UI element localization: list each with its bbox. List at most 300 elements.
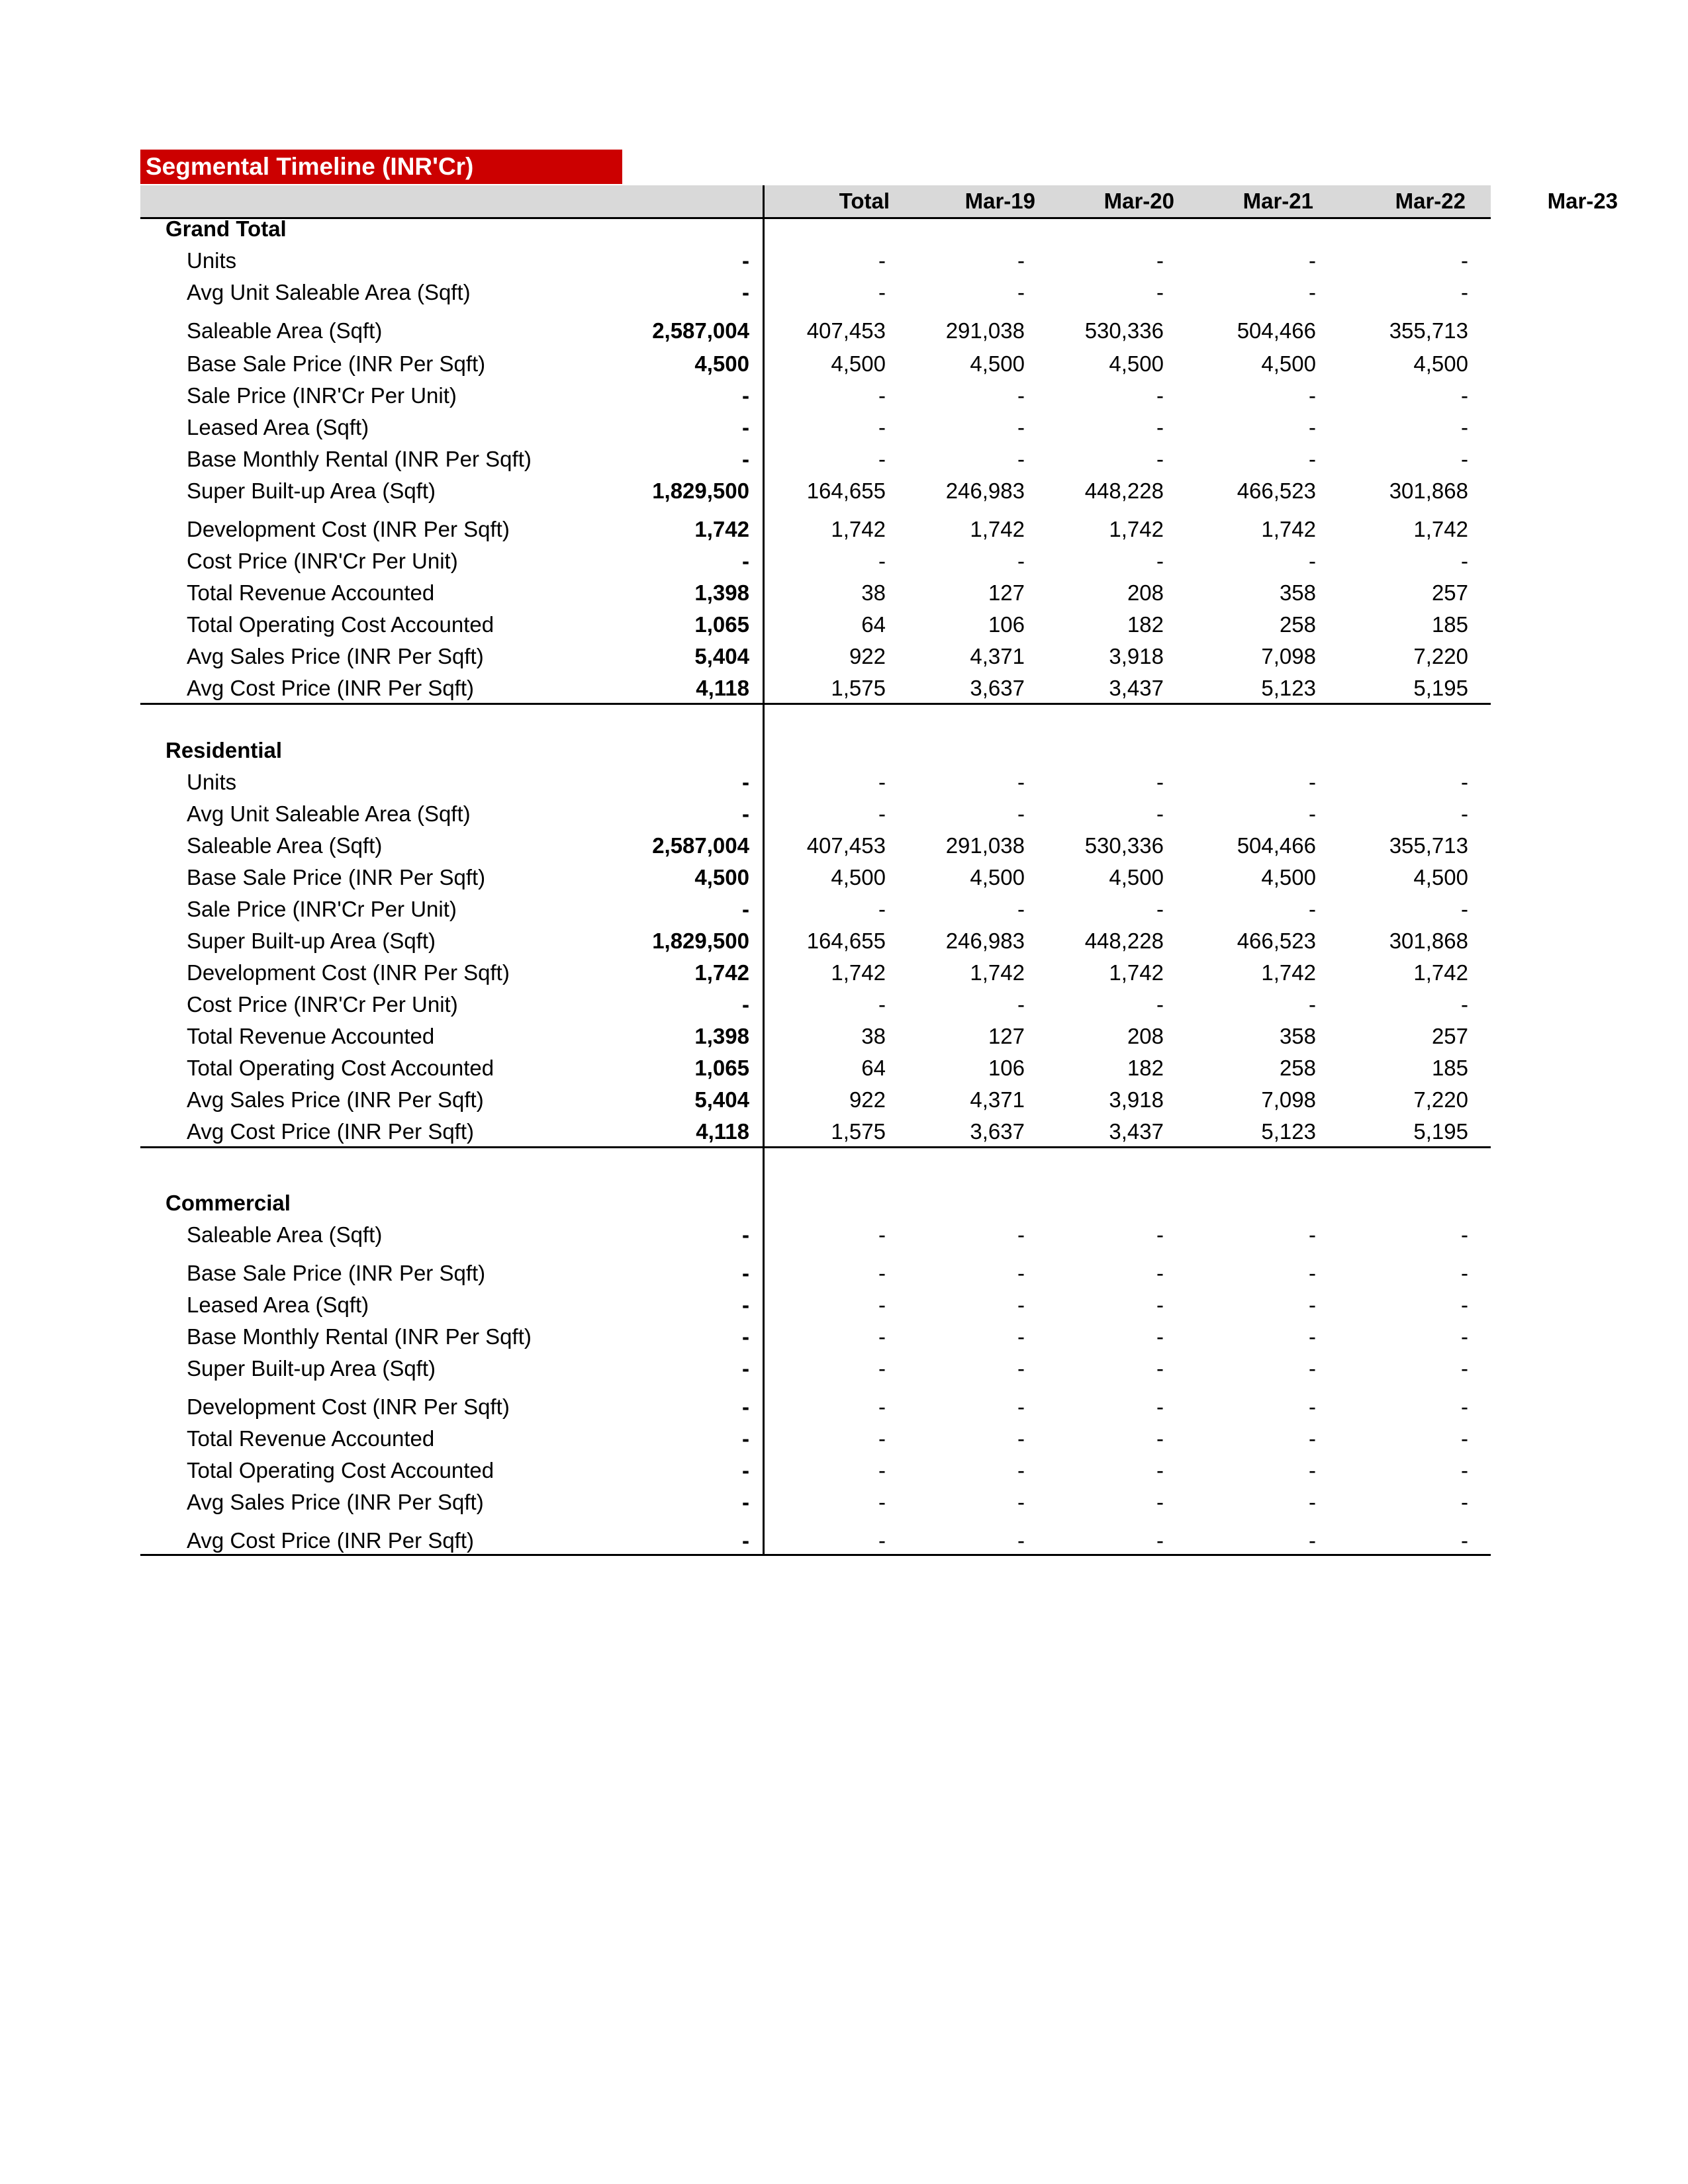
table-row — [140, 1525, 1491, 1557]
section-header — [140, 213, 1491, 245]
total-cell: 1,065 — [694, 612, 749, 637]
value-cell: 182 — [1127, 1056, 1164, 1080]
value-cell: - — [878, 549, 886, 573]
value-cell: 466,523 — [1237, 478, 1316, 503]
sheet-title: Segmental Timeline (INR'Cr) — [140, 150, 622, 184]
value-cell: 301,868 — [1389, 929, 1468, 953]
table-row — [140, 830, 1491, 862]
row-label: Cost Price (INR'Cr Per Unit) — [187, 992, 458, 1017]
value-cell: 4,500 — [1109, 865, 1164, 889]
value-cell: - — [1017, 1324, 1025, 1349]
value-cell: - — [1156, 1528, 1164, 1553]
total-cell: - — [742, 383, 749, 408]
value-cell: 358 — [1279, 580, 1316, 605]
value-cell: - — [1156, 1293, 1164, 1317]
value-cell: 407,453 — [806, 318, 886, 343]
total-cell: 4,118 — [696, 1119, 749, 1144]
value-cell: - — [1461, 1458, 1468, 1482]
total-cell: 1,742 — [694, 960, 749, 985]
value-cell: 3,637 — [970, 1119, 1025, 1144]
total-cell: - — [742, 1324, 749, 1349]
value-cell: 448,228 — [1084, 478, 1164, 503]
value-cell: 291,038 — [945, 833, 1025, 858]
col-header-mar-20: Mar-20 — [1103, 189, 1174, 213]
value-cell: - — [1309, 447, 1316, 471]
value-cell: 1,742 — [1109, 960, 1164, 985]
total-cell: 4,500 — [694, 865, 749, 889]
table-row — [140, 862, 1491, 893]
value-cell: - — [878, 1426, 886, 1451]
total-cell: 2,587,004 — [652, 318, 749, 343]
value-cell: - — [1309, 770, 1316, 794]
value-cell: - — [1156, 280, 1164, 304]
value-cell: 1,742 — [1261, 960, 1316, 985]
value-cell: - — [1461, 897, 1468, 921]
value-cell: 4,500 — [831, 351, 886, 376]
table-row — [140, 1052, 1491, 1084]
value-cell: - — [1156, 1490, 1164, 1514]
total-cell: - — [742, 770, 749, 794]
value-cell: - — [1017, 1293, 1025, 1317]
value-cell: - — [878, 992, 886, 1017]
value-cell: 407,453 — [806, 833, 886, 858]
table-row — [140, 577, 1491, 609]
value-cell: - — [878, 801, 886, 826]
value-cell: - — [1461, 1356, 1468, 1381]
value-cell: 182 — [1127, 612, 1164, 637]
table-row — [140, 348, 1491, 380]
value-cell: - — [878, 1261, 886, 1285]
row-label: Super Built-up Area (Sqft) — [187, 929, 436, 953]
value-cell: 4,500 — [1261, 865, 1316, 889]
total-column-divider — [763, 1148, 765, 1556]
row-label: Avg Sales Price (INR Per Sqft) — [187, 644, 484, 668]
value-cell: 3,437 — [1109, 1119, 1164, 1144]
total-cell: 2,587,004 — [652, 833, 749, 858]
value-cell: 64 — [861, 1056, 886, 1080]
value-cell: - — [878, 447, 886, 471]
value-cell: - — [1017, 1394, 1025, 1419]
value-cell: 1,742 — [831, 517, 886, 541]
row-label: Units — [187, 770, 237, 794]
value-cell: - — [1309, 280, 1316, 304]
section-header — [140, 735, 1491, 766]
value-cell: 185 — [1431, 612, 1468, 637]
value-cell: 127 — [988, 580, 1025, 605]
value-cell: 257 — [1431, 1024, 1468, 1048]
value-cell: 246,983 — [945, 929, 1025, 953]
table-row — [140, 1219, 1491, 1251]
table-row — [140, 609, 1491, 641]
value-cell: 466,523 — [1237, 929, 1316, 953]
total-cell: 4,500 — [694, 351, 749, 376]
section-bottom-rule — [140, 703, 1491, 705]
value-cell: 1,742 — [1261, 517, 1316, 541]
value-cell: - — [1309, 415, 1316, 439]
total-cell: - — [742, 1394, 749, 1419]
col-header-total: Total — [839, 189, 890, 213]
table-row — [140, 957, 1491, 989]
value-cell: 1,742 — [970, 960, 1025, 985]
total-column-divider — [763, 185, 765, 705]
value-cell: 530,336 — [1084, 318, 1164, 343]
table-row — [140, 1455, 1491, 1486]
value-cell: 4,500 — [970, 865, 1025, 889]
table-row — [140, 1353, 1491, 1385]
value-cell: - — [1309, 248, 1316, 273]
value-cell: - — [1017, 1222, 1025, 1247]
total-cell: 1,742 — [694, 517, 749, 541]
value-cell: - — [1156, 248, 1164, 273]
table-row — [140, 1289, 1491, 1321]
value-cell: 1,742 — [970, 517, 1025, 541]
table-row — [140, 672, 1491, 704]
row-label: Sale Price (INR'Cr Per Unit) — [187, 897, 457, 921]
value-cell: 355,713 — [1389, 318, 1468, 343]
row-label: Total Operating Cost Accounted — [187, 1056, 494, 1080]
value-cell: - — [1017, 383, 1025, 408]
table-row — [140, 1486, 1491, 1518]
total-cell: - — [742, 897, 749, 921]
total-cell: - — [742, 1222, 749, 1247]
value-cell: - — [1309, 1222, 1316, 1247]
section-title: Commercial — [165, 1191, 291, 1215]
table-row — [140, 412, 1491, 443]
table-row — [140, 893, 1491, 925]
value-cell: 4,500 — [970, 351, 1025, 376]
value-cell: 38 — [861, 1024, 886, 1048]
value-cell: 257 — [1431, 580, 1468, 605]
col-header-mar-22: Mar-22 — [1395, 189, 1466, 213]
value-cell: 127 — [988, 1024, 1025, 1048]
table-row — [140, 989, 1491, 1021]
total-cell: - — [742, 1458, 749, 1482]
row-label: Avg Unit Saleable Area (Sqft) — [187, 801, 471, 826]
value-cell: 1,575 — [831, 676, 886, 700]
value-cell: 530,336 — [1084, 833, 1164, 858]
value-cell: 185 — [1431, 1056, 1468, 1080]
value-cell: - — [1017, 1426, 1025, 1451]
row-label: Base Monthly Rental (INR Per Sqft) — [187, 447, 532, 471]
col-header-mar-19: Mar-19 — [964, 189, 1035, 213]
total-cell: 5,404 — [694, 644, 749, 668]
value-cell: - — [1461, 1324, 1468, 1349]
value-cell: - — [1461, 383, 1468, 408]
row-label: Saleable Area (Sqft) — [187, 833, 383, 858]
total-cell: - — [742, 1528, 749, 1553]
value-cell: 3,437 — [1109, 676, 1164, 700]
value-cell: 4,371 — [970, 644, 1025, 668]
row-label: Avg Cost Price (INR Per Sqft) — [187, 1528, 475, 1553]
value-cell: - — [1461, 415, 1468, 439]
table-row — [140, 798, 1491, 830]
total-cell: 1,398 — [694, 580, 749, 605]
value-cell: - — [1017, 992, 1025, 1017]
total-cell: 4,118 — [696, 676, 749, 700]
row-label: Development Cost (INR Per Sqft) — [187, 960, 510, 985]
value-cell: 106 — [988, 612, 1025, 637]
row-label: Total Operating Cost Accounted — [187, 612, 494, 637]
value-cell: - — [1156, 1324, 1164, 1349]
value-cell: - — [1461, 447, 1468, 471]
total-cell: - — [742, 415, 749, 439]
value-cell: - — [878, 1528, 886, 1553]
total-column-divider — [763, 705, 765, 1148]
value-cell: 4,500 — [1413, 865, 1468, 889]
value-cell: - — [1156, 1356, 1164, 1381]
table-row — [140, 545, 1491, 577]
value-cell: - — [1156, 897, 1164, 921]
value-cell: 4,500 — [831, 865, 886, 889]
value-cell: - — [878, 1394, 886, 1419]
value-cell: 5,195 — [1413, 676, 1468, 700]
value-cell: - — [1017, 1356, 1025, 1381]
value-cell: - — [1461, 992, 1468, 1017]
total-cell: - — [742, 992, 749, 1017]
value-cell: 291,038 — [945, 318, 1025, 343]
row-label: Leased Area (Sqft) — [187, 415, 369, 439]
row-label: Total Revenue Accounted — [187, 1426, 435, 1451]
total-cell: - — [742, 1426, 749, 1451]
value-cell: - — [1309, 1293, 1316, 1317]
value-cell: - — [1309, 549, 1316, 573]
value-cell: - — [1017, 248, 1025, 273]
table-row — [140, 1116, 1491, 1148]
value-cell: 7,220 — [1413, 1087, 1468, 1112]
total-cell: - — [742, 801, 749, 826]
table-row — [140, 380, 1491, 412]
value-cell: - — [878, 248, 886, 273]
value-cell: 7,220 — [1413, 644, 1468, 668]
row-label: Avg Sales Price (INR Per Sqft) — [187, 1087, 484, 1112]
row-label: Base Monthly Rental (INR Per Sqft) — [187, 1324, 532, 1349]
value-cell: - — [1309, 1324, 1316, 1349]
value-cell: - — [1461, 1528, 1468, 1553]
value-cell: - — [1309, 383, 1316, 408]
section-header — [140, 1187, 1491, 1219]
table-row — [140, 277, 1491, 308]
value-cell: 504,466 — [1237, 318, 1316, 343]
value-cell: 246,983 — [945, 478, 1025, 503]
total-cell: - — [742, 1490, 749, 1514]
value-cell: - — [1309, 1394, 1316, 1419]
value-cell: 106 — [988, 1056, 1025, 1080]
table-row — [140, 766, 1491, 798]
section-title: Residential — [165, 738, 283, 762]
total-cell: 1,829,500 — [652, 929, 749, 953]
total-cell: - — [742, 549, 749, 573]
row-label: Base Sale Price (INR Per Sqft) — [187, 351, 486, 376]
row-label: Super Built-up Area (Sqft) — [187, 1356, 436, 1381]
value-cell: - — [1017, 280, 1025, 304]
row-label: Avg Cost Price (INR Per Sqft) — [187, 1119, 475, 1144]
value-cell: 358 — [1279, 1024, 1316, 1048]
table-row — [140, 1257, 1491, 1289]
total-cell: 1,065 — [694, 1056, 749, 1080]
value-cell: - — [1017, 897, 1025, 921]
value-cell: - — [1156, 383, 1164, 408]
value-cell: 5,195 — [1413, 1119, 1468, 1144]
value-cell: - — [1309, 1528, 1316, 1553]
table-row — [140, 443, 1491, 475]
row-label: Saleable Area (Sqft) — [187, 1222, 383, 1247]
value-cell: 4,500 — [1413, 351, 1468, 376]
value-cell: 4,500 — [1109, 351, 1164, 376]
row-label: Super Built-up Area (Sqft) — [187, 478, 436, 503]
value-cell: - — [1156, 801, 1164, 826]
table-row — [140, 1021, 1491, 1052]
row-label: Avg Cost Price (INR Per Sqft) — [187, 676, 475, 700]
table-row — [140, 1084, 1491, 1116]
value-cell: - — [1461, 1490, 1468, 1514]
value-cell: - — [1461, 1261, 1468, 1285]
value-cell: 4,500 — [1261, 351, 1316, 376]
value-cell: - — [1156, 992, 1164, 1017]
value-cell: 3,918 — [1109, 644, 1164, 668]
row-label: Development Cost (INR Per Sqft) — [187, 517, 510, 541]
value-cell: 5,123 — [1261, 1119, 1316, 1144]
value-cell: 922 — [849, 644, 886, 668]
row-label: Saleable Area (Sqft) — [187, 318, 383, 343]
row-label: Sale Price (INR'Cr Per Unit) — [187, 383, 457, 408]
total-cell: 5,404 — [694, 1087, 749, 1112]
total-cell: 1,398 — [694, 1024, 749, 1048]
value-cell: 7,098 — [1261, 644, 1316, 668]
table-row — [140, 245, 1491, 277]
row-label: Total Revenue Accounted — [187, 580, 435, 605]
col-header-mar-23: Mar-23 — [1547, 189, 1618, 213]
value-cell: - — [1156, 447, 1164, 471]
value-cell: 1,742 — [1109, 517, 1164, 541]
value-cell: - — [1461, 1222, 1468, 1247]
value-cell: - — [1017, 415, 1025, 439]
section-title: Grand Total — [165, 216, 287, 241]
total-cell: 1,829,500 — [652, 478, 749, 503]
table-row — [140, 514, 1491, 545]
value-cell: 3,918 — [1109, 1087, 1164, 1112]
row-label: Total Operating Cost Accounted — [187, 1458, 494, 1482]
table-row — [140, 1423, 1491, 1455]
value-cell: - — [878, 383, 886, 408]
row-label: Units — [187, 248, 237, 273]
value-cell: - — [1017, 1458, 1025, 1482]
table-row — [140, 1321, 1491, 1353]
value-cell: - — [1017, 770, 1025, 794]
value-cell: 64 — [861, 612, 886, 637]
value-cell: - — [1309, 1426, 1316, 1451]
value-cell: - — [1461, 1426, 1468, 1451]
value-cell: - — [878, 1222, 886, 1247]
value-cell: 3,637 — [970, 676, 1025, 700]
value-cell: - — [1461, 549, 1468, 573]
value-cell: - — [878, 280, 886, 304]
value-cell: - — [878, 1293, 886, 1317]
total-cell: - — [742, 280, 749, 304]
value-cell: - — [1017, 1261, 1025, 1285]
value-cell: - — [1156, 1458, 1164, 1482]
value-cell: - — [1309, 1490, 1316, 1514]
value-cell: 504,466 — [1237, 833, 1316, 858]
value-cell: 1,575 — [831, 1119, 886, 1144]
total-cell: - — [742, 447, 749, 471]
value-cell: 1,742 — [831, 960, 886, 985]
value-cell: - — [1017, 1528, 1025, 1553]
table-row — [140, 925, 1491, 957]
value-cell: 4,371 — [970, 1087, 1025, 1112]
value-cell: - — [1461, 801, 1468, 826]
value-cell: 7,098 — [1261, 1087, 1316, 1112]
value-cell: - — [1156, 770, 1164, 794]
value-cell: 1,742 — [1413, 517, 1468, 541]
total-cell: - — [742, 1293, 749, 1317]
value-cell: - — [878, 1490, 886, 1514]
value-cell: - — [1017, 801, 1025, 826]
table-row — [140, 641, 1491, 672]
value-cell: 922 — [849, 1087, 886, 1112]
value-cell: 208 — [1127, 1024, 1164, 1048]
value-cell: - — [1309, 1261, 1316, 1285]
row-label: Development Cost (INR Per Sqft) — [187, 1394, 510, 1419]
value-cell: 208 — [1127, 580, 1164, 605]
value-cell: - — [878, 770, 886, 794]
value-cell: - — [1461, 1293, 1468, 1317]
value-cell: - — [1017, 447, 1025, 471]
value-cell: - — [1309, 992, 1316, 1017]
value-cell: - — [1461, 770, 1468, 794]
col-header-mar-21: Mar-21 — [1243, 189, 1313, 213]
table-row — [140, 475, 1491, 507]
value-cell: - — [1156, 415, 1164, 439]
value-cell: - — [1309, 801, 1316, 826]
value-cell: 164,655 — [806, 478, 886, 503]
value-cell: 448,228 — [1084, 929, 1164, 953]
section-bottom-rule — [140, 1146, 1491, 1148]
value-cell: - — [1309, 897, 1316, 921]
row-label: Base Sale Price (INR Per Sqft) — [187, 1261, 486, 1285]
total-cell: - — [742, 1356, 749, 1381]
value-cell: - — [1309, 1458, 1316, 1482]
value-cell: - — [1156, 1394, 1164, 1419]
value-cell: - — [1017, 549, 1025, 573]
value-cell: - — [878, 415, 886, 439]
row-label: Leased Area (Sqft) — [187, 1293, 369, 1317]
value-cell: - — [878, 897, 886, 921]
value-cell: - — [1156, 1222, 1164, 1247]
value-cell: - — [1156, 1261, 1164, 1285]
row-label: Avg Unit Saleable Area (Sqft) — [187, 280, 471, 304]
section-bottom-rule — [140, 1554, 1491, 1556]
value-cell: - — [1017, 1490, 1025, 1514]
value-cell: - — [1461, 1394, 1468, 1419]
row-label: Cost Price (INR'Cr Per Unit) — [187, 549, 458, 573]
row-label: Avg Sales Price (INR Per Sqft) — [187, 1490, 484, 1514]
value-cell: 258 — [1279, 612, 1316, 637]
value-cell: - — [1156, 1426, 1164, 1451]
row-label: Base Sale Price (INR Per Sqft) — [187, 865, 486, 889]
value-cell: 5,123 — [1261, 676, 1316, 700]
table-row — [140, 1391, 1491, 1423]
value-cell: - — [1461, 248, 1468, 273]
table-row — [140, 315, 1491, 347]
value-cell: 258 — [1279, 1056, 1316, 1080]
value-cell: 164,655 — [806, 929, 886, 953]
value-cell: 1,742 — [1413, 960, 1468, 985]
total-cell: - — [742, 1261, 749, 1285]
value-cell: 38 — [861, 580, 886, 605]
total-cell: - — [742, 248, 749, 273]
value-cell: - — [878, 1458, 886, 1482]
value-cell: - — [1461, 280, 1468, 304]
